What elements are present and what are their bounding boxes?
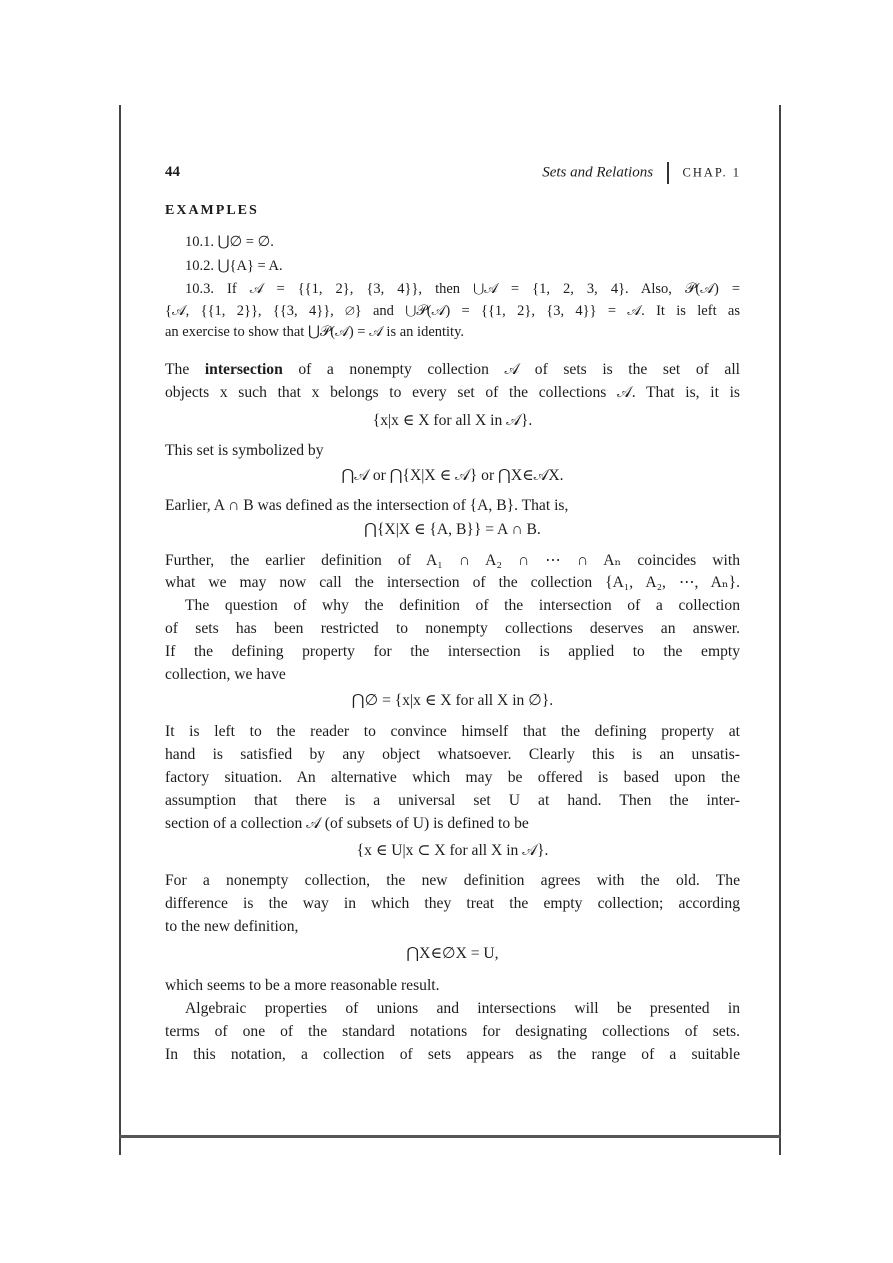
- example-10-3-line-3: an exercise to show that ⋃𝒫(𝒜) = 𝒜 is an identity.: [165, 324, 465, 340]
- left-margin-rule: [119, 105, 121, 1155]
- section-title: Sets and Relations: [542, 164, 654, 181]
- paragraph-reader-line-5: section of a collection 𝒜 (of subsets of U) is defined to be: [165, 815, 529, 832]
- paragraph-nonempty-line-3: to the new definition,: [165, 918, 299, 935]
- text-run: of a nonempty collection 𝒜 of sets is the set of all: [282, 361, 740, 378]
- equation-a-cap-b: ⋂{X|X ∈ {A, B}} = A ∩ B.: [364, 521, 541, 538]
- example-10-3-line-2: {𝒜, {{1, 2}}, {{3, 4}}, ∅} and ⋃𝒫(𝒜) = {{1, 2}, {3, 4}} = 𝒜. It is left as: [165, 303, 740, 319]
- paragraph-reader-line-4: assumption that there is a universal set U at hand. Then the inter-: [165, 792, 740, 809]
- equation-empty-equals-u: ⋂X∈∅X = U,: [406, 945, 499, 962]
- paragraph-reader-line-1: It is left to the reader to convince himself that the defining property at: [165, 723, 740, 740]
- term-intersection: intersection: [204, 361, 283, 378]
- paragraph-question-line-4: collection, we have: [165, 666, 286, 683]
- equation-empty-intersection: ⋂∅ = {x|x ∈ X for all X in ∅}.: [351, 692, 554, 709]
- paragraph-reasonable: which seems to be a more reasonable result.: [165, 977, 440, 994]
- paragraph-question-line-2: of sets has been restricted to nonempty collections deserves an answer.: [165, 620, 740, 637]
- paragraph-further-line-1: Further, the earlier definition of A₁ ∩ A₂ ∩ ⋯ ∩ Aₙ coincides with: [165, 552, 740, 569]
- paragraph-earlier: Earlier, A ∩ B was defined as the intersection of {A, B}. That is,: [165, 497, 569, 514]
- equation-universal-intersection: {x ∈ U|x ⊂ X for all X in 𝒜}.: [356, 842, 549, 859]
- paragraph-symbolized: This set is symbolized by: [165, 442, 324, 459]
- bottom-page-rule: [119, 1135, 781, 1138]
- page-number: 44: [165, 164, 180, 180]
- paragraph-further-line-2: what we may now call the intersection of the collection {A₁, A₂, ⋯, Aₙ}.: [165, 574, 740, 591]
- paragraph-algebraic-line-3: In this notation, a collection of sets appears as the range of a suitable: [165, 1046, 740, 1063]
- example-10-1: 10.1. ⋃∅ = ∅.: [185, 234, 274, 250]
- paragraph-intersection-line-1: [165, 360, 740, 380]
- examples-heading: EXAMPLES: [165, 203, 259, 218]
- paragraph-question-line-3: If the defining property for the intersection is applied to the empty: [165, 643, 740, 660]
- example-10-2: 10.2. ⋃{A} = A.: [185, 258, 283, 274]
- header-divider: [667, 162, 669, 184]
- equation-intersection-set: {x|x ∈ X for all X in 𝒜}.: [372, 412, 533, 429]
- paragraph-question-line-1: The question of why the definition of the intersection of a collection: [185, 597, 740, 614]
- paragraph-intersection-line-2: objects x such that x belongs to every set of the collections 𝒜. That is, it is: [165, 384, 740, 401]
- running-head: [542, 162, 741, 184]
- paragraph-reader-line-2: hand is satisfied by any object whatsoever. Clearly this is an unsatis-: [165, 746, 740, 763]
- paragraph-algebraic-line-1: Algebraic properties of unions and intersections will be presented in: [185, 1000, 740, 1017]
- equation-intersection-symbols: ⋂𝒜 or ⋂{X|X ∈ 𝒜} or ⋂X∈𝒜X.: [341, 467, 564, 484]
- right-margin-rule: [779, 105, 781, 1155]
- text-run: The: [165, 361, 205, 378]
- paragraph-reader-line-3: factory situation. An alternative which may be offered is based upon the: [165, 769, 740, 786]
- paragraph-nonempty-line-1: For a nonempty collection, the new definition agrees with the old. The: [165, 872, 740, 889]
- chapter-label: CHAP. 1: [682, 165, 741, 180]
- paragraph-algebraic-line-2: terms of one of the standard notations for designating collections of sets.: [165, 1023, 740, 1040]
- example-10-3-line-1: 10.3. If 𝒜 = {{1, 2}, {3, 4}}, then ⋃𝒜 = {1, 2, 3, 4}. Also, 𝒫(𝒜) =: [185, 281, 740, 297]
- paragraph-nonempty-line-2: difference is the way in which they treat the empty collection; according: [165, 895, 740, 912]
